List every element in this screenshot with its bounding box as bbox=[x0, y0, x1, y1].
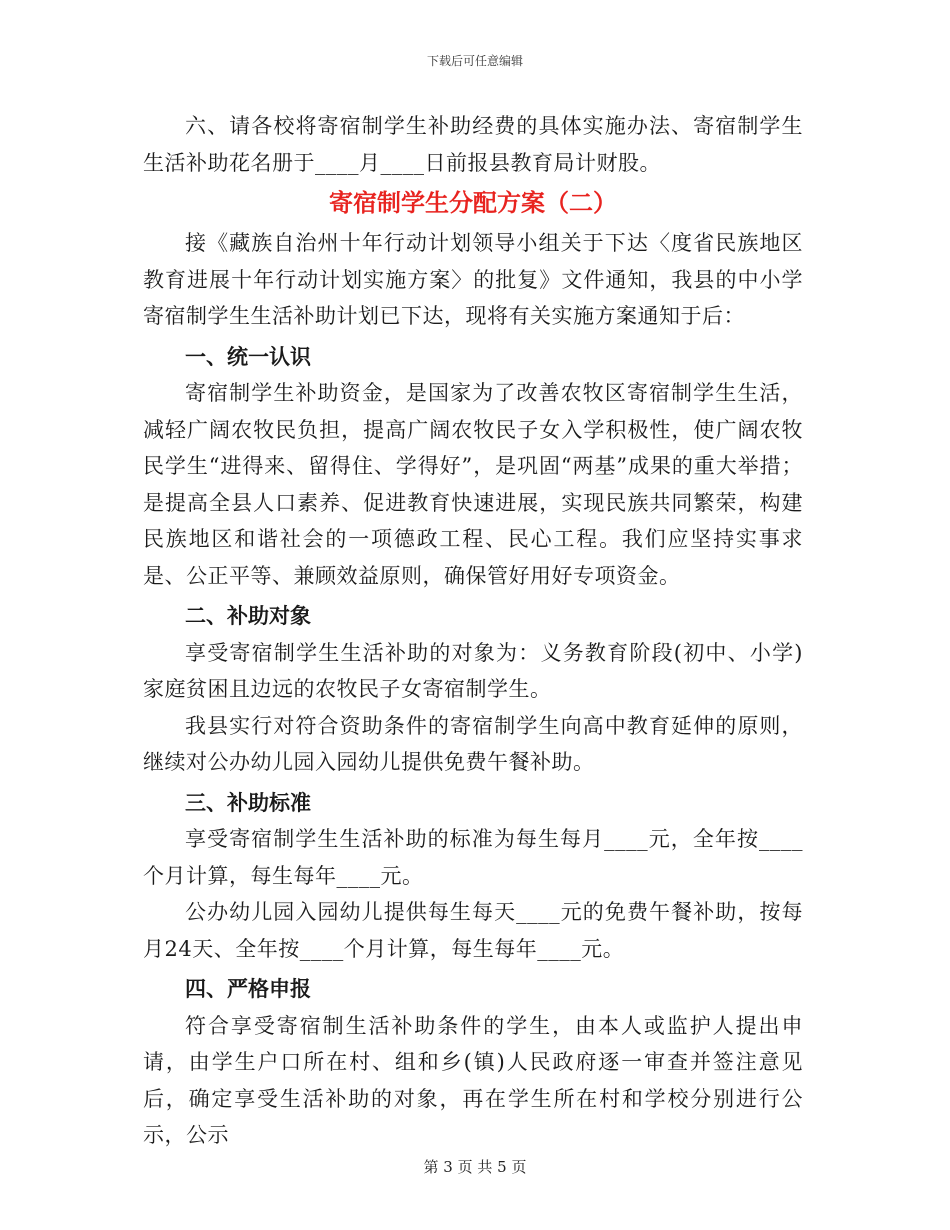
paragraph-six: 六、请各校将寄宿制学生补助经费的具体实施办法、寄宿制学生生活补助花名册于____月____日前报县教育局计财股。 bbox=[143, 114, 803, 175]
heading-subsidy-standard: 三、补助标准 bbox=[185, 790, 311, 815]
page-header: 下载后可任意编辑 bbox=[426, 54, 523, 68]
paragraph-subsidy-target-b: 我县实行对符合资助条件的寄宿制学生向高中教育延伸的原则，继续对公办幼儿园入园幼儿提供免费午餐补助。 bbox=[143, 713, 803, 774]
heading-strict-application: 四、严格申报 bbox=[185, 977, 311, 1001]
paragraph-unified-understanding: 寄宿制学生补助资金，是国家为了改善农牧区寄宿制学生生活，减轻广阔农牧民负担，提高广阔农牧民子女入学积极性，使广阔农牧民学生“进得来、留得住、学得好”，是巩固“两基”成果的重大举措；是提高全县人口素养、促进教育快速进展，实现民族共同繁荣，构建民族地区和谐社会的一项德政工程、民心工程。我们应坚持实事求是、公正平等、兼顾效益原则，确保管好用好专项资金。 bbox=[143, 381, 803, 588]
document-body bbox=[143, 108, 803, 1154]
section-title: 寄宿制学生分配方案（二） bbox=[329, 189, 617, 217]
page-footer: 第 3 页 共 5 页 bbox=[423, 1158, 527, 1176]
paragraph-subsidy-standard-b: 公办幼儿园入园幼儿提供每生每天____元的免费午餐补助，按每月24天、全年按____个月计算，每生每年____元。 bbox=[143, 900, 803, 961]
paragraph-subsidy-target-a: 享受寄宿制学生生活补助的对象为：义务教育阶段(初中、小学)家庭贫困且边远的农牧民子女寄宿制学生。 bbox=[143, 640, 803, 701]
heading-subsidy-target: 二、补助对象 bbox=[185, 604, 311, 628]
paragraph-notice: 接《藏族自治州十年行动计划领导小组关于下达〈度省民族地区教育进展十年行动计划实施方案〉的批复》文件通知，我县的中小学寄宿制学生生活补助计划已下达，现将有关实施方案通知于后： bbox=[143, 231, 803, 328]
paragraph-subsidy-standard-a: 享受寄宿制学生生活补助的标准为每生每月____元，全年按____个月计算，每生每年____元。 bbox=[143, 827, 803, 888]
heading-unified-understanding: 一、统一认识 bbox=[185, 344, 311, 369]
paragraph-strict-application: 符合享受寄宿制生活补助条件的学生，由本人或监护人提出申请，由学生户口所在村、组和乡(镇)人民政府逐一审查并签注意见后，确定享受生活补助的对象，再在学生所在村和学校分别进行公示，公示 bbox=[143, 1013, 803, 1147]
